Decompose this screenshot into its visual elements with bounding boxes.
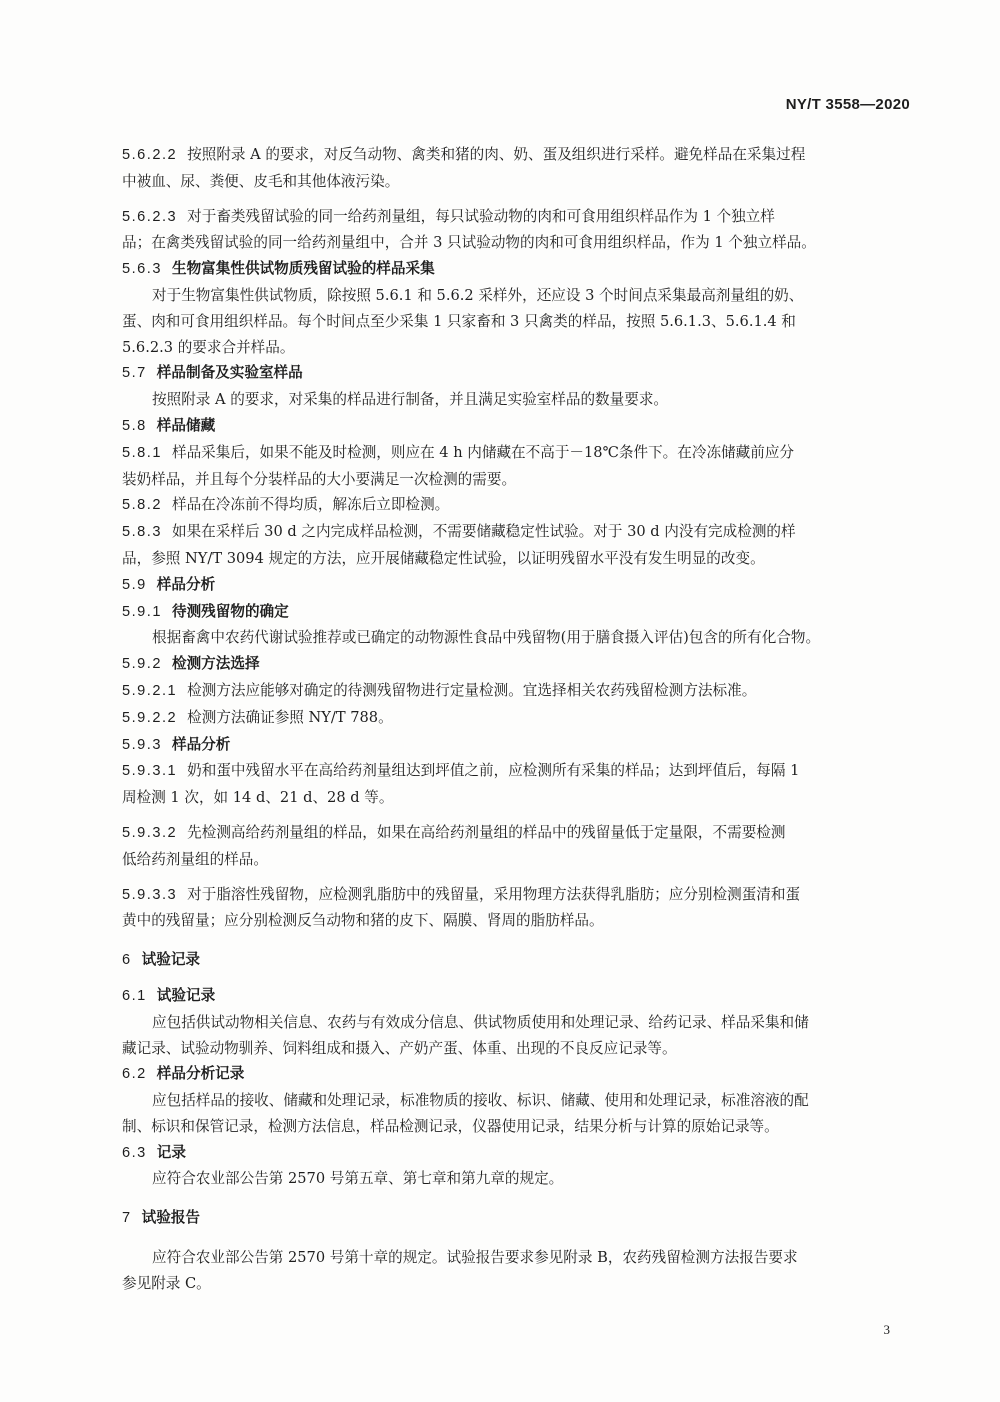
- clause-text: 品；在禽类残留试验的同一给药剂量组中，合并 3 只试验动物的肉和可食用组织样品，作为 1 个独立样品。: [122, 234, 816, 252]
- section-heading: [122, 651, 912, 678]
- heading-text: 样品分析记录: [156, 1065, 245, 1083]
- clause-number: 5.8.2: [122, 497, 162, 514]
- document-body: [122, 142, 912, 1297]
- clause-text: 5.6.2.3 的要求合并样品。: [122, 338, 295, 356]
- text-line: [122, 1036, 912, 1062]
- section-heading: [122, 1061, 912, 1088]
- clause-line: [122, 204, 912, 231]
- clause-number: 6.1: [122, 987, 147, 1004]
- clause-number: 5.9.2: [122, 656, 162, 673]
- heading-text: 生物富集性供试物质残留试验的样品采集: [171, 260, 435, 278]
- clause-number: 5.6.3: [122, 261, 162, 278]
- text-line: [122, 1166, 912, 1192]
- clause-text: 周检测 1 次，如 14 d、21 d、28 d 等。: [122, 789, 394, 807]
- heading-text: 待测残留物的确定: [171, 602, 289, 620]
- clause-number: 5.6.2.2: [122, 147, 178, 163]
- clause-text: 样品采集后，如果不能及时检测，则应在 4 h 内储藏在不高于－18℃条件下。在冷冻储藏前应分: [171, 443, 795, 461]
- text-line: [122, 1114, 912, 1140]
- heading-text: 检测方法选择: [171, 655, 260, 673]
- section-heading: [122, 360, 912, 387]
- text-line: [122, 467, 912, 493]
- clause-number: 5.9.2.1: [122, 682, 178, 699]
- section-heading: [122, 732, 912, 759]
- text-line: [122, 546, 912, 572]
- clause-line: [122, 492, 912, 519]
- clause-number: 6.2: [122, 1066, 147, 1083]
- heading-text: 样品分析: [156, 575, 216, 593]
- heading-text: 试验报告: [141, 1209, 201, 1227]
- clause-text: 对于脂溶性残留物，应检测乳脂肪中的残留量，采用物理方法获得乳脂肪；应分别检测蛋清和蛋: [187, 885, 801, 903]
- clause-text: 对于生物富集性供试物质，除按照 5.6.1 和 5.6.2 采样外，还应设 3 个时间点采集最高剂量组的奶、: [152, 286, 804, 304]
- clause-line: [122, 678, 912, 705]
- clause-text: 检测方法应能够对确定的待测残留物进行定量检测。宜选择相关农药残留检测方法标准。: [187, 681, 757, 699]
- clause-text: 按照附录 A 的要求，对采集的样品进行制备，并且满足实验室样品的数量要求。: [152, 391, 669, 409]
- chapter-number: 7: [122, 1210, 132, 1227]
- clause-text: 样品在冷冻前不得均质，解冻后立即检测。: [171, 496, 450, 514]
- clause-number: 5.9.2.2: [122, 709, 178, 726]
- clause-line: [122, 820, 912, 847]
- clause-number: 5.7: [122, 365, 147, 382]
- text-line: [122, 309, 912, 335]
- clause-line: [122, 142, 912, 169]
- text-line: [122, 847, 912, 873]
- section-heading: [122, 983, 912, 1010]
- clause-line: [122, 519, 912, 546]
- clause-text: 应符合农业部公告第 2570 号第五章、第七章和第九章的规定。: [152, 1170, 564, 1188]
- standard-code: NY/T 3558—2020: [785, 96, 910, 113]
- heading-text: 记录: [156, 1143, 186, 1161]
- section-heading: [122, 256, 912, 283]
- section-heading: [122, 1140, 912, 1167]
- chapter-heading: [122, 1205, 912, 1232]
- clause-text: 参见附录 C。: [122, 1274, 211, 1292]
- clause-text: 蛋、肉和可食用组织样品。每个时间点至少采集 1 只家畜和 3 只禽类的样品，按照 5.6.1.3、5.6.1.4 和: [122, 312, 796, 330]
- text-line: [122, 785, 912, 811]
- clause-text: 奶和蛋中残留水平在高给药剂量组达到坪值之前，应检测所有采集的样品；达到坪值后，每隔 1: [187, 762, 800, 780]
- clause-number: 5.8.3: [122, 524, 162, 541]
- text-line: [122, 908, 912, 934]
- chapter-heading: [122, 947, 912, 974]
- heading-text: 样品分析: [171, 735, 231, 753]
- clause-text: 品，参照 NY/T 3094 规定的方法，应开展储藏稳定性试验，以证明残留水平没有发生明显的改变。: [122, 549, 765, 567]
- clause-number: 5.8: [122, 417, 147, 434]
- text-line: [122, 1245, 912, 1271]
- clause-number: 5.9.3: [122, 736, 162, 753]
- clause-number: 5.8.1: [122, 444, 162, 461]
- text-line: [122, 387, 912, 413]
- text-line: [122, 625, 912, 651]
- heading-text: 样品制备及实验室样品: [156, 364, 303, 382]
- clause-line: [122, 440, 912, 467]
- clause-text: 中被血、尿、粪便、皮毛和其他体液污染。: [122, 172, 400, 190]
- text-line: [122, 1010, 912, 1036]
- clause-number: 5.9.3.3: [122, 886, 178, 903]
- clause-text: 按照附录 A 的要求，对反刍动物、禽类和猪的肉、奶、蛋及组织进行采样。避免样品在采集过程: [187, 146, 806, 163]
- clause-number: 5.6.2.3: [122, 208, 178, 225]
- clause-text: 低给药剂量组的样品。: [122, 850, 268, 868]
- clause-number: 5.9: [122, 576, 147, 593]
- heading-text: 试验记录: [141, 951, 201, 969]
- clause-text: 如果在采样后 30 d 之内完成样品检测，不需要储藏稳定性试验。对于 30 d 内没有完成检测的样: [171, 523, 796, 541]
- clause-text: 应包括供试动物相关信息、农药与有效成分信息、供试物质使用和处理记录、给药记录、样品采集和储: [152, 1013, 809, 1031]
- text-line: [122, 169, 912, 195]
- clause-line: [122, 705, 912, 732]
- clause-text: 藏记录、试验动物驯养、饲料组成和摄入、产奶产蛋、体重、出现的不良反应记录等。: [122, 1039, 677, 1057]
- clause-text: 应包括样品的接收、储藏和处理记录，标准物质的接收、标识、储藏、使用和处理记录，标准溶液的配: [152, 1092, 809, 1110]
- text-line: [122, 1271, 912, 1297]
- clause-text: 黄中的残留量；应分别检测反刍动物和猪的皮下、隔膜、肾周的脂肪样品。: [122, 912, 604, 930]
- heading-text: 试验记录: [156, 986, 216, 1004]
- clause-number: 5.9.1: [122, 603, 162, 620]
- clause-number: 5.9.3.1: [122, 763, 178, 780]
- section-heading: [122, 413, 912, 440]
- clause-text: 装奶样品，并且每个分装样品的大小要满足一次检测的需要。: [122, 470, 517, 488]
- text-line: [122, 230, 912, 256]
- clause-text: 根据畜禽中农药代谢试验推荐或已确定的动物源性食品中残留物(用于膳食摄入评估)包含的所有化合物。: [152, 629, 821, 647]
- heading-text: 样品储藏: [156, 416, 216, 434]
- clause-line: [122, 882, 912, 909]
- page-number: 3: [883, 1322, 890, 1337]
- clause-text: 制、标识和保管记录，检测方法信息，样品检测记录，仪器使用记录，结果分析与计算的原始记录等。: [122, 1117, 779, 1135]
- clause-text: 先检测高给药剂量组的样品，如果在高给药剂量组的样品中的残留量低于定量限，不需要检测: [187, 823, 786, 841]
- clause-text: 应符合农业部公告第 2570 号第十章的规定。试验报告要求参见附录 B，农药残留检测方法报告要求: [152, 1249, 798, 1267]
- text-line: [122, 1088, 912, 1114]
- chapter-number: 6: [122, 952, 132, 969]
- clause-number: 6.3: [122, 1144, 147, 1161]
- text-line: [122, 283, 912, 309]
- clause-text: 检测方法确证参照 NY/T 788。: [187, 708, 393, 726]
- section-heading: [122, 599, 912, 626]
- clause-text: 对于畜类残留试验的同一给药剂量组，每只试验动物的肉和可食用组织样品作为 1 个独立样: [187, 207, 775, 225]
- section-heading: [122, 572, 912, 599]
- clause-line: [122, 758, 912, 785]
- text-line: [122, 335, 912, 361]
- clause-number: 5.9.3.2: [122, 824, 178, 841]
